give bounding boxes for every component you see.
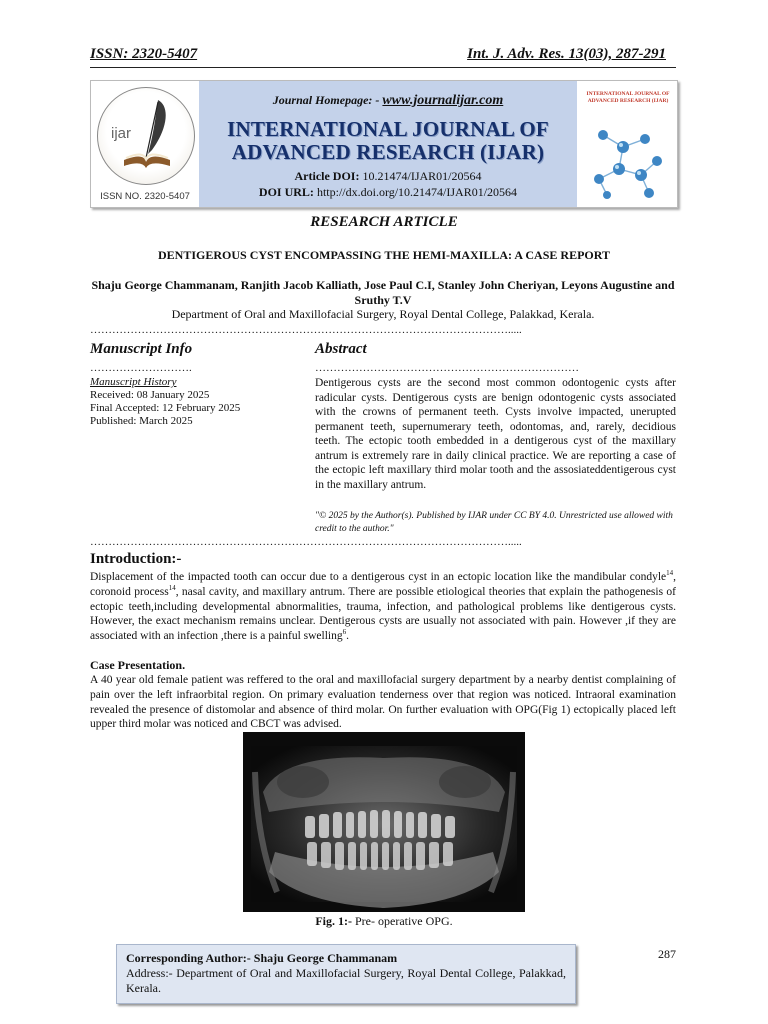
journal-title bbox=[199, 118, 577, 164]
citation-ref: 14 bbox=[168, 583, 176, 592]
journal-title-line1: INTERNATIONAL JOURNAL OF bbox=[227, 117, 549, 141]
copyright-notice: "© 2025 by the Author(s). Published by IJAR under CC BY 4.0. Unrestricted use allowed with credit to the author." bbox=[315, 511, 673, 534]
homepage-label: Journal Homepage: - bbox=[272, 93, 380, 107]
dotted-divider: ………………………. bbox=[90, 362, 192, 374]
corresponding-author: Corresponding Author:- Shaju George Chammanam bbox=[126, 951, 398, 965]
banner-cover-panel bbox=[577, 81, 677, 207]
intro-text-part: Displacement of the impacted tooth can occur due to a dentigerous cyst in an ectopic location like the mandibular condyle bbox=[90, 571, 667, 583]
figure-caption-text: Pre- operative OPG. bbox=[352, 914, 453, 928]
doi-url-link[interactable]: http://dx.doi.org/10.21474/IJAR01/20564 bbox=[316, 185, 518, 199]
header-rule bbox=[90, 67, 676, 68]
case-presentation-text: A 40 year old female patient was reffered to the oral and maxillofacial surgery department by a nearby dentist complaining of pain over the left infraorbital region. On primary evaluation tenderness over that region was noticed. Intraoral examination revealed the presence of distomolar and absence of third molar. On further evaluation with OPG(Fig 1) ectopically placed left upper third molar was noticed and CBCT was advised. bbox=[90, 674, 676, 731]
journal-homepage bbox=[199, 93, 577, 109]
citation-ref: 6 bbox=[342, 628, 347, 637]
figure-label: Fig. 1:- bbox=[315, 914, 352, 928]
corresponding-author-box bbox=[116, 944, 576, 1004]
published-date: Published: March 2025 bbox=[90, 415, 193, 427]
article-doi bbox=[199, 169, 577, 184]
intro-text-part: , coronoid process bbox=[90, 571, 676, 598]
case-presentation-heading: Case Presentation. bbox=[90, 658, 186, 672]
manuscript-history-label: Manuscript History bbox=[90, 376, 177, 388]
accepted-date: Final Accepted: 12 February 2025 bbox=[90, 402, 241, 414]
corresponding-address: Address:- Department of Oral and Maxillofacial Surgery, Royal Dental College, Palakkad, Kerala. bbox=[126, 966, 566, 995]
doi-value: 10.21474/IJAR01/20564 bbox=[362, 169, 482, 183]
homepage-link[interactable]: www.journalijar.com bbox=[382, 93, 504, 108]
logo-issn: ISSN NO. 2320-5407 bbox=[100, 191, 190, 202]
issn-header: ISSN: 2320-5407 bbox=[90, 46, 198, 62]
doi-url-label: DOI URL: bbox=[258, 185, 314, 199]
abstract-text: Dentigerous cysts are the second most common odontogenic cysts after radicular cysts. Dentigerous cysts are benign odontogenic cysts associated with the crowns of permanent teeth. Cysts involve impacted, unerupted permanent teeth, supernumerary teeth, odontomas, and, rarely, decidious teeth. The ectopic tooth embedded in a dentigerous cyst of the maxillary antrum is extremely rare in daily clinical practice. We are reporting a case of the ectopic left maxillary third molar tooth and the assosiateddentigerous cyst in the maxillary antrum. bbox=[315, 377, 676, 491]
opg-xray-image bbox=[243, 732, 525, 912]
journal-title-line2: ADVANCED RESEARCH (IJAR) bbox=[231, 140, 545, 164]
affiliation: Department of Oral and Maxillofacial Surgery, Royal Dental College, Palakkad, Kerala. bbox=[171, 307, 595, 321]
introduction-heading: Introduction:- bbox=[90, 551, 182, 567]
manuscript-info-heading: Manuscript Info bbox=[90, 341, 193, 357]
logo-text: ijar bbox=[111, 125, 132, 142]
page-number: 287 bbox=[658, 947, 676, 961]
banner-title-panel bbox=[199, 81, 577, 207]
molecule-cover-image bbox=[583, 121, 671, 203]
author-list: Shaju George Chammanam, Ranjith Jacob Kalliath, Jose Paul C.I, Stanley John Cheriyan, Leyons Augustine and Sruthy T.V bbox=[91, 278, 675, 307]
received-date: Received: 08 January 2025 bbox=[90, 389, 210, 401]
banner-logo-panel bbox=[91, 81, 199, 207]
doi-label: Article DOI: bbox=[294, 169, 360, 183]
introduction-text bbox=[90, 570, 676, 644]
doi-url bbox=[199, 185, 577, 200]
journal-banner bbox=[90, 80, 678, 208]
cover-title: INTERNATIONAL JOURNAL OF ADVANCED RESEARCH (IJAR) bbox=[586, 91, 670, 104]
citation-header: Int. J. Adv. Res. 13(03), 287-291 bbox=[467, 46, 666, 62]
dotted-divider: ……………………………………………………………… bbox=[315, 362, 579, 374]
intro-text-part: . bbox=[346, 630, 349, 643]
figure-caption bbox=[243, 914, 525, 929]
citation-ref: 14 bbox=[666, 569, 674, 578]
intro-text-part: , nasal cavity, and maxillary antrum. There are possible etiological theories that explain the pathogenesis of ectopic teeth,including developmental abnormalities, trauma, infection, and pathological problems like dentigerous cysts. However, the exact mechanism remains unclear. Dentigerous cysts are usually not associated with pain. However ,if they are associated with an infection ,there is a painful swelling bbox=[90, 585, 676, 643]
paper-title: DENTIGEROUS CYST ENCOMPASSING THE HEMI-MAXILLA: A CASE REPORT bbox=[158, 248, 610, 262]
dotted-divider: ……………………………………………………………………………………………………..... bbox=[90, 324, 522, 336]
abstract-heading: Abstract bbox=[315, 341, 367, 357]
dotted-divider: ……………………………………………………………………………………………………..... bbox=[90, 536, 522, 548]
article-type: RESEARCH ARTICLE bbox=[310, 214, 458, 230]
